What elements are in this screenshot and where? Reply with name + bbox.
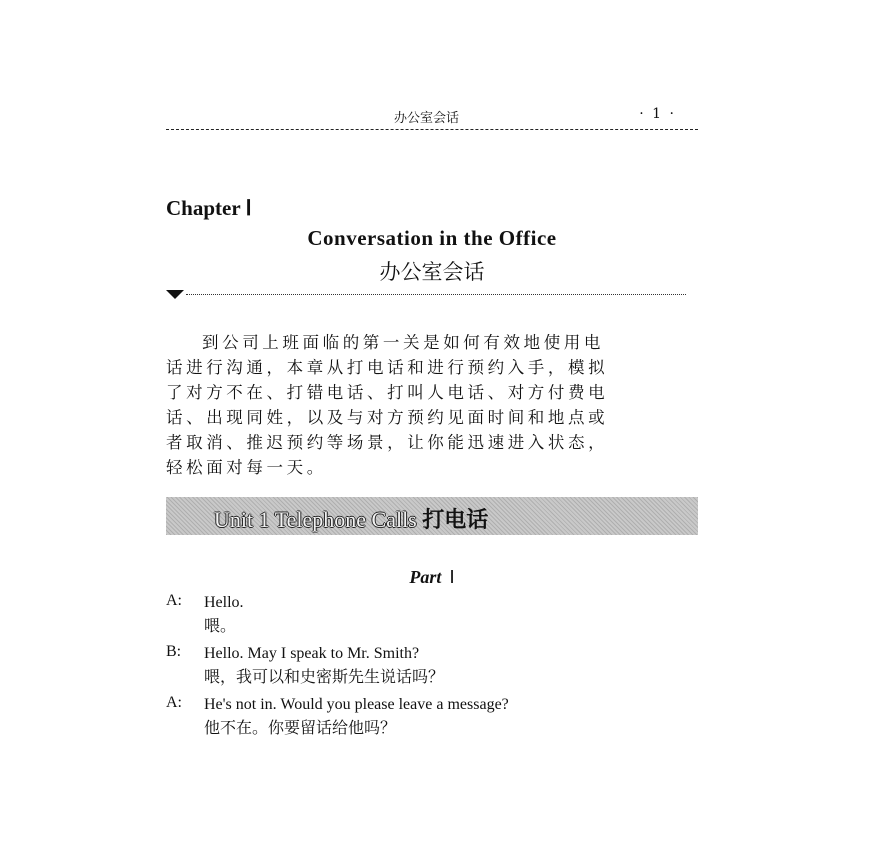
chapter-title: Conversation in the Office xyxy=(307,226,557,250)
speaker-label: A: xyxy=(166,592,182,609)
english-line: Hello. xyxy=(204,594,244,611)
triangle-down-icon xyxy=(166,290,184,299)
intro-line: 者取消、推迟预约等场景，让你能迅速进入状态， xyxy=(166,433,609,452)
unit-banner xyxy=(166,497,698,535)
running-header xyxy=(166,103,698,130)
intro-line: 话、出现同姓，以及与对方预约见面时间和地点或 xyxy=(166,408,609,427)
chinese-line: 喂，我可以和史密斯先生说话吗？ xyxy=(204,667,445,686)
chinese-line: 喂。 xyxy=(204,616,237,635)
chapter-label: Chapter Ⅰ xyxy=(166,196,252,220)
running-title: 办公室会话 xyxy=(394,111,460,126)
intro-line: 到公司上班面临的第一关是如何有效地使用电 xyxy=(202,333,604,352)
speaker-label: B: xyxy=(166,643,182,660)
dialogue xyxy=(166,592,706,745)
intro-line: 轻松面对每一天。 xyxy=(166,458,327,477)
english-line: Hello. May I speak to Mr. Smith? xyxy=(204,645,420,662)
part-heading xyxy=(166,567,698,588)
page-number: · 1 · xyxy=(639,106,676,122)
unit-title-chinese: 打电话 xyxy=(422,508,489,533)
intro-line: 了对方不在、打错电话、打叫人电话、对方付费电 xyxy=(166,383,609,402)
part-numeral: Ⅰ xyxy=(449,567,455,587)
unit-title xyxy=(214,503,488,534)
dialogue-turn xyxy=(166,643,706,689)
chapter-introduction xyxy=(166,330,698,480)
dialogue-turn xyxy=(166,694,706,740)
chapter-title-chinese: 办公室会话 xyxy=(379,260,485,284)
section-divider xyxy=(166,290,686,300)
unit-title-english: Unit 1 Telephone Calls xyxy=(214,507,423,532)
speaker-label: A: xyxy=(166,694,182,711)
chinese-line: 他不在。你要留话给他吗？ xyxy=(204,718,397,737)
intro-line: 话进行沟通，本章从打电话和进行预约入手，模拟 xyxy=(166,358,609,377)
english-line: He's not in. Would you please leave a message? xyxy=(204,696,509,713)
dialogue-turn xyxy=(166,592,706,638)
part-label: Part xyxy=(409,567,442,587)
dotted-rule xyxy=(186,294,686,295)
